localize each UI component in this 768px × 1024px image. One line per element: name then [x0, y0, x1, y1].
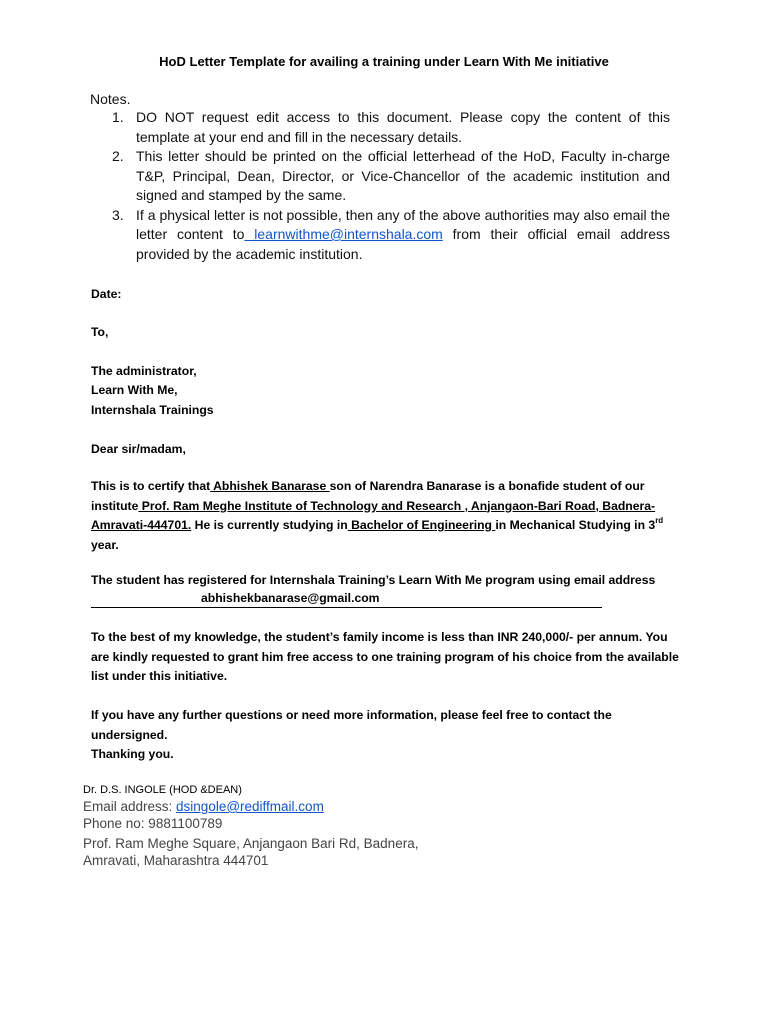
signatory-phone: Phone no: 9881100789: [83, 816, 223, 831]
certify-text: This is to certify that: [91, 479, 211, 493]
certify-paragraph: [91, 477, 681, 555]
note-number: 3.: [112, 206, 124, 223]
closing-thanks: Thanking you.: [91, 747, 174, 761]
questions-paragraph: If you have any further questions or need more information, please feel free to contact the undersigned.: [91, 708, 612, 742]
registered-paragraph: [91, 571, 681, 591]
student-email: abhishekbanarase@gmail.com: [201, 591, 380, 605]
course-name: Bachelor of Engineering: [347, 518, 496, 532]
note-number: 1.: [112, 109, 124, 125]
note-item: [90, 147, 670, 206]
signatory-address-line-2: Amravati, Maharashtra 444701: [83, 853, 269, 868]
certify-text: year.: [91, 537, 119, 552]
signatory-email-row: [83, 798, 418, 815]
address-line-3: Internshala Trainings: [91, 403, 214, 417]
institute-name: Prof. Ram Meghe Institute of Technology and Research , Anjangaon-Bari Road, Badnera-Amravati-444701.: [91, 498, 656, 532]
note-text: If a physical letter is not possible, then any of the above authorities may also email the letter content to: [136, 206, 670, 242]
address-line-1: The administrator,: [91, 364, 197, 378]
note-text: DO NOT request edit access to this document. Please copy the content of this template at your end and fill in the necessary details.: [136, 109, 670, 145]
student-name: Abhishek Banarase: [210, 479, 330, 493]
address-line-2: Learn With Me,: [91, 383, 178, 397]
signatory-address-line-1: Prof. Ram Meghe Square, Anjangaon Bari Rd, Badnera,: [83, 836, 419, 851]
to-label: To,: [91, 325, 109, 339]
note-number: 2.: [112, 148, 124, 164]
notes-list: [90, 108, 670, 264]
income-paragraph: To the best of my knowledge, the student’s family income is less than INR 240,000/- per annum. You are kindly requested to grant him free access to one training program of his choice from the available list under this initiative.: [91, 630, 679, 683]
student-email-line: [91, 590, 602, 608]
email-label: Email address:: [83, 799, 177, 814]
note-text: This letter should be printed on the official letterhead of the HoD, Faculty in-charge T&P, Principal, Dean, Director, or Vice-Chancellor of the academic institution and signed and stamped by the same.: [136, 148, 670, 203]
salutation: Dear sir/madam,: [91, 442, 186, 456]
note-text: from their official email address provided by the academic institution.: [136, 226, 671, 262]
certify-text: He is currently studying in: [191, 518, 348, 532]
certify-text: in Mechanical Studying in 3: [495, 518, 656, 532]
date-label: Date:: [91, 287, 122, 301]
signatory-email-link[interactable]: dsingole@rediffmail.com: [176, 799, 324, 814]
note-item: [90, 108, 670, 147]
registered-text: The student has registered for Internshala Training’s Learn With Me program using email address: [91, 573, 656, 587]
signature-block: [83, 782, 418, 869]
ordinal-suffix: rd: [655, 516, 664, 525]
signatory-name: Dr. D.S. INGOLE (HOD &DEAN): [83, 784, 242, 796]
notes-heading: Notes.: [90, 91, 131, 107]
document-title: HoD Letter Template for availing a training under Learn With Me initiative: [159, 54, 609, 69]
learnwithme-email-link[interactable]: learnwithme@internshala.com: [244, 226, 443, 242]
certify-text: son of Narendra Banarase is a bonafide student of our institute: [91, 479, 645, 513]
note-item: [90, 206, 670, 265]
